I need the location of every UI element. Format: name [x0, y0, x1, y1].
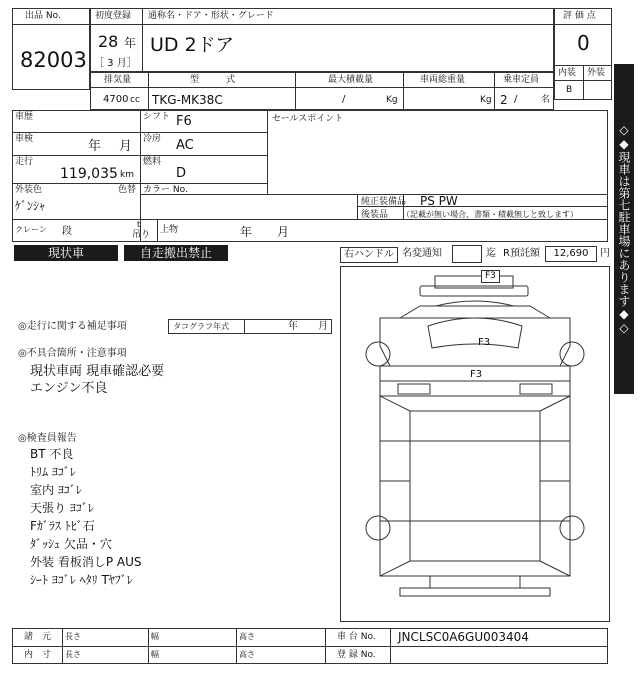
- inspector-line: 外装 看板消しP AUS: [30, 555, 142, 569]
- crane-ton-unit: t: [137, 220, 141, 229]
- model-code: TKG-MK38C: [152, 93, 223, 107]
- max-load-label: 最大積載量: [328, 75, 374, 85]
- length-label: 長さ: [65, 632, 81, 641]
- color-code-label: カラー No.: [143, 185, 188, 195]
- defect-line: 現状車両 現車確認必要: [30, 364, 165, 379]
- inspection-month-unit: 月: [119, 139, 133, 154]
- fuel-label: 燃料: [143, 157, 162, 167]
- inspector-line: ﾄﾘﾑ ﾖｺﾞﾚ: [30, 465, 76, 479]
- interior-grade: B: [566, 85, 573, 95]
- ac-label: 冷房: [143, 134, 162, 144]
- tacho-month-unit: 月: [318, 321, 328, 332]
- inspection-label: 車検: [15, 134, 34, 144]
- reg-year: 28: [98, 32, 119, 51]
- displacement-label: 排気量: [104, 75, 132, 85]
- recycle-fee: 12,690: [545, 246, 597, 262]
- length-label: 長さ: [65, 650, 81, 659]
- color-label: 外装色: [15, 185, 43, 195]
- gross-weight-unit: Kg: [480, 95, 492, 105]
- overall-grade: 0: [577, 31, 590, 55]
- mileage: 119,035: [60, 166, 118, 182]
- dims-label: 諸 元: [24, 632, 52, 642]
- location-banner-text: ◇◆現車は第七駐車場にあります◆◇: [617, 123, 631, 335]
- damage-mark: F3: [478, 337, 491, 348]
- recycle-label: R預託額: [503, 248, 540, 259]
- truck-diagram: [340, 266, 610, 622]
- crane-hook-unit: 吊り: [132, 230, 151, 240]
- fuel: D: [176, 166, 187, 181]
- height-label: 高さ: [239, 650, 255, 659]
- body-color: ｹﾞﾝｼｬ: [15, 199, 46, 213]
- tacho-year-unit: 年: [288, 321, 298, 332]
- right-hand-drive: 右ハンドル: [340, 247, 398, 263]
- lot-number-label: 出品 No.: [25, 11, 61, 21]
- equipment: PS PW: [420, 194, 458, 208]
- vehicle-name: UD 2ドア: [150, 34, 235, 56]
- sales-point-label: セールスポイント: [272, 114, 344, 124]
- cargo-year-unit: 年: [240, 225, 253, 239]
- reg-no-label: 登 録 No.: [337, 650, 376, 660]
- model-label: 型 式: [190, 75, 236, 85]
- mileage-label: 走行: [15, 157, 34, 167]
- max-load-unit: Kg: [386, 95, 398, 105]
- height-label: 高さ: [239, 632, 255, 641]
- driving-notes-label: ◎走行に関する補足事項: [18, 321, 127, 332]
- tacho-label: タコグラフ年式: [173, 322, 229, 331]
- chassis-number: JNCLSC0A6GU003404: [398, 630, 529, 644]
- width-label: 幅: [151, 650, 159, 659]
- shift-label: シフト: [143, 112, 171, 122]
- mileage-unit: km: [120, 170, 134, 180]
- max-load-sep: /: [342, 94, 346, 105]
- air-conditioner: AC: [176, 138, 194, 153]
- inspector-line: 天張り ﾖｺﾞﾚ: [30, 501, 94, 515]
- capacity-label: 乗車定員: [503, 75, 540, 85]
- inspector-line: 室内 ﾖｺﾞﾚ: [30, 483, 82, 497]
- color-change-label: 色替: [118, 185, 137, 195]
- damage-mark: F3: [470, 369, 483, 380]
- displacement: 4700: [103, 94, 129, 105]
- aftermarket-note: （記載が無い場合、書類・積載無しと致します）: [402, 210, 578, 219]
- inspector-label: ◎検査員報告: [18, 433, 77, 444]
- equipment-label: 純正装備品: [361, 197, 407, 207]
- aftermarket-label: 後装品: [361, 210, 389, 220]
- no-self-drive-badge: 自走搬出禁止: [124, 245, 228, 261]
- reg-year-unit: 年: [124, 36, 137, 50]
- grade-label: 評 価 点: [563, 11, 596, 21]
- vehicle-name-label: 通称名・ドア・形状・グレード: [148, 11, 274, 21]
- defects-label: ◎不具合箇所・注意事項: [18, 348, 127, 359]
- crane-label: クレーン: [15, 225, 47, 234]
- recycle-yen: 円: [600, 248, 610, 259]
- name-change-label: 名変通知: [402, 248, 442, 259]
- capacity-unit: 名: [541, 95, 551, 105]
- inner-dims-label: 内 寸: [24, 650, 52, 660]
- shift: F6: [176, 114, 192, 129]
- width-label: 幅: [151, 632, 159, 641]
- reg-month: ［ 3 月］: [94, 58, 137, 69]
- cargo-month-unit: 月: [277, 225, 290, 239]
- inspector-line: ｼｰﾄ ﾖｺﾞﾚ ﾍﾀﾘ Tﾔﾌﾞﾚ: [30, 573, 133, 587]
- defect-line: エンジン不良: [30, 381, 108, 396]
- first-reg-label: 初度登録: [95, 11, 132, 21]
- damage-mark: F3: [481, 270, 500, 283]
- inspector-line: BT 不良: [30, 447, 74, 461]
- inspection-year-unit: 年: [88, 139, 102, 154]
- as-is-badge: 現状車: [14, 245, 118, 261]
- capacity: 2: [500, 93, 508, 107]
- history-label: 車歴: [15, 112, 34, 122]
- capacity-sep: /: [514, 94, 518, 105]
- inspector-line: ﾀﾞｯｼｭ 欠品・穴: [30, 537, 112, 551]
- gross-weight-label: 車両総重量: [420, 75, 466, 85]
- exterior-label: 外装: [587, 68, 606, 78]
- lot-number: 82003: [20, 48, 87, 72]
- displacement-unit: cc: [130, 95, 140, 105]
- interior-label: 内装: [558, 68, 577, 78]
- chassis-label: 車 台 No.: [337, 632, 376, 642]
- cargo-label: 上物: [160, 225, 179, 235]
- name-change-flag: 迄: [486, 248, 496, 259]
- inspector-line: Fｶﾞﾗｽ ﾄﾋﾞ石: [30, 519, 95, 533]
- crane-stage-unit: 段: [62, 226, 72, 237]
- name-change-box: [452, 245, 482, 263]
